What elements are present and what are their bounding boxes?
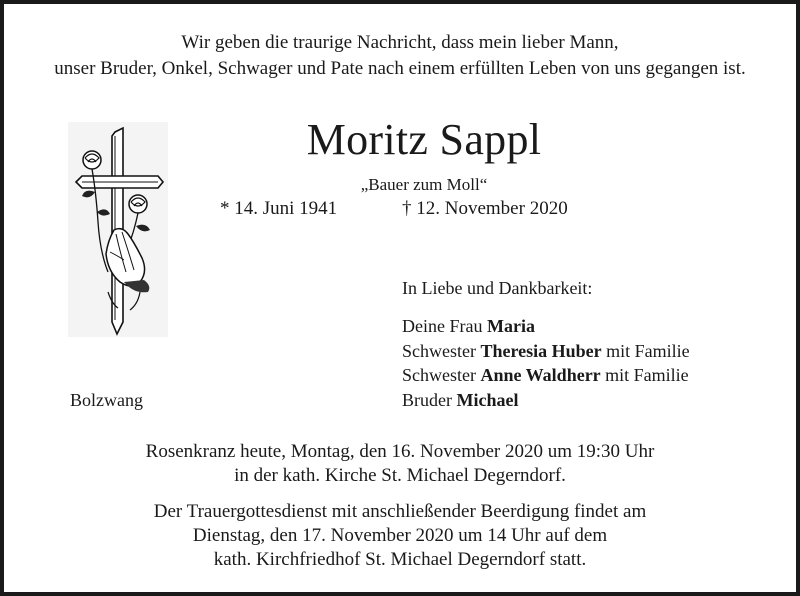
mourner-item: Schwester Theresia Huber mit Familie [402,340,690,361]
rosary-line-1: Rosenkranz heute, Montag, den 16. November 2020 um 19:30 Uhr [145,441,655,462]
cross-with-roses-and-praying-hands-icon [68,122,168,337]
mourner-name: Michael [456,389,519,410]
thanks-heading: In Liebe und Dankbarkeit: [402,278,593,298]
deceased-nickname: „Bauer zum Moll“ [360,175,488,194]
service-line-2: Dienstag, den 17. November 2020 um 14 Uhr auf dem [192,525,608,546]
service-line-1: Der Trauergottesdienst mit anschließender Beerdigung findet am [153,501,647,522]
birth-date: * 14. Juni 1941 [220,198,338,219]
intro-line-1: Wir geben die traurige Nachricht, dass mein lieber Mann, [181,32,619,53]
rosary-notice [4,440,796,488]
death-date: † 12. November 2020 [402,198,568,219]
service-line-3: kath. Kirchfriedhof St. Michael Degerndorf statt. [213,549,587,570]
intro-text [4,30,796,82]
mourner-item: Schwester Anne Waldherr mit Familie [402,365,689,385]
intro-line-2: unser Bruder, Onkel, Schwager und Pate nach einem erfüllten Leben von uns gegangen ist. [54,58,746,79]
mourner-item: Bruder Michael [402,389,519,410]
rosary-line-2: in der kath. Kirche St. Michael Degerndorf. [234,465,566,486]
mourner-item: Deine Frau Maria [402,316,535,336]
place-name: Bolzwang [70,390,143,410]
mourner-name: Anne Waldherr [480,365,601,385]
mourner-name: Maria [486,316,535,336]
mourner-name: Theresia Huber [480,340,602,361]
mourners-list [402,314,690,412]
deceased-name: Moritz Sappl [306,115,542,164]
funeral-service-notice [4,500,796,572]
